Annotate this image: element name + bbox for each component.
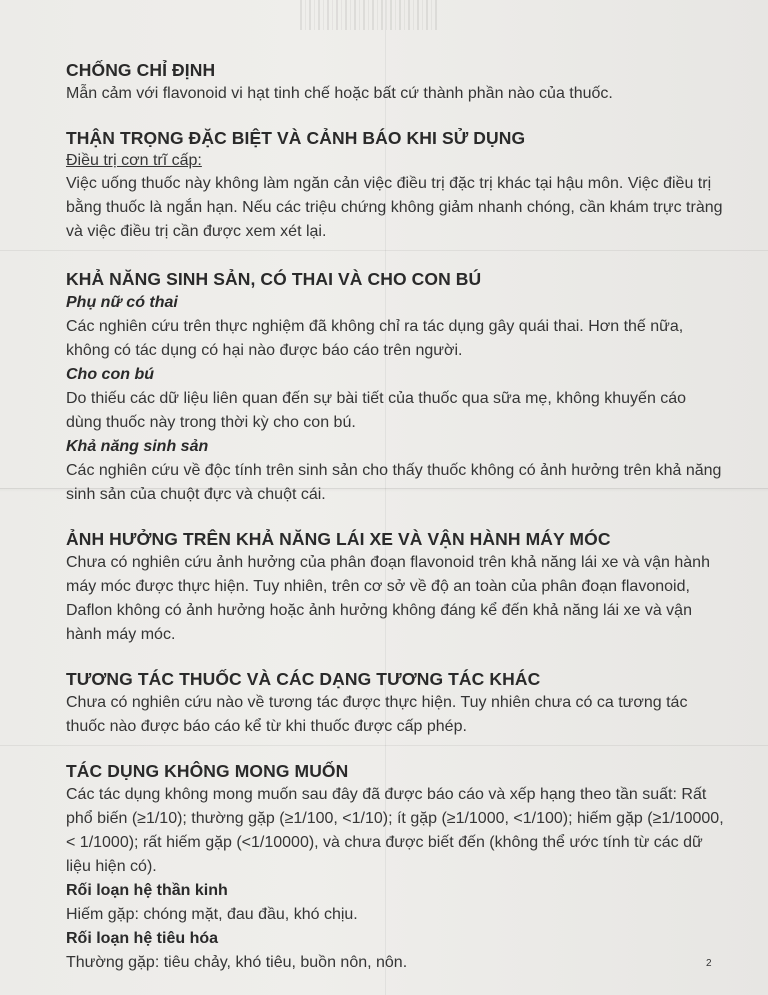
section-text: Thường gặp: tiêu chảy, khó tiêu, buồn nôn, nôn. — [66, 954, 408, 971]
leaflet-content — [66, 58, 726, 975]
page-number: 2 — [706, 958, 712, 969]
subheading-nervous-system: Rối loạn hệ thần kinh — [66, 882, 228, 899]
section-heading: THẬN TRỌNG ĐẶC BIỆT VÀ CẢNH BÁO KHI SỬ DỤNG — [66, 128, 526, 148]
section-text: Chưa có nghiên cứu ảnh hưởng của phân đoạn flavonoid trên khả năng lái xe và vận hành máy móc được thực hiện. Tuy nhiên, trên cơ sở về độ an toàn của phân đoạn flavonoid, Daflon không có ảnh hưởng hoặc ảnh hưởng không đáng kể đến khả năng lái xe và vận hành máy móc. — [66, 554, 710, 643]
section-text: Các tác dụng không mong muốn sau đây đã được báo cáo và xếp hạng theo tần suất: Rất phổ biến (≥1/10); thường gặp (≥1/100, <1/10); ít gặp (≥1/1000, <1/100); hiếm gặp (≥1/10000, < 1/1000); rất hiếm gặp (<1/10000), và chưa được biết đến (không thể ước tính từ các dữ liệu hiện có). — [66, 786, 724, 875]
section-precautions — [66, 126, 726, 244]
section-text: Hiếm gặp: chóng mặt, đau đầu, khó chịu. — [66, 906, 358, 923]
barcode-graphic — [300, 0, 440, 30]
section-heading: CHỐNG CHỈ ĐỊNH — [66, 60, 216, 80]
section-text: Việc uống thuốc này không làm ngăn cản việc điều trị đặc trị khác tại hậu môn. Việc điều trị bằng thuốc là ngắn hạn. Nếu các triệu chứng không giảm nhanh chóng, cần khám trực tràng và việc điều trị cần được xem xét lại. — [66, 175, 723, 240]
section-text: Do thiếu các dữ liệu liên quan đến sự bài tiết của thuốc qua sữa mẹ, không khuyến cáo dùng thuốc này trong thời kỳ cho con bú. — [66, 390, 687, 431]
section-heading: TƯƠNG TÁC THUỐC VÀ CÁC DẠNG TƯƠNG TÁC KHÁC — [66, 669, 541, 689]
subheading-pregnant: Phụ nữ có thai — [66, 294, 178, 311]
section-text: Các nghiên cứu trên thực nghiệm đã không chỉ ra tác dụng gây quái thai. Hơn thế nữa, không có tác dụng có hại nào được báo cáo trên người. — [66, 318, 684, 359]
section-fertility-pregnancy — [66, 267, 726, 507]
section-side-effects — [66, 759, 726, 975]
subheading-fertility: Khả năng sinh sản — [66, 438, 209, 455]
section-heading: ẢNH HƯỞNG TRÊN KHẢ NĂNG LÁI XE VÀ VẬN HÀNH MÁY MÓC — [66, 529, 611, 549]
section-heading: KHẢ NĂNG SINH SẢN, CÓ THAI VÀ CHO CON BÚ — [66, 269, 482, 289]
subheading-breastfeeding: Cho con bú — [66, 366, 154, 383]
subheading-digestive-system: Rối loạn hệ tiêu hóa — [66, 930, 219, 947]
subheading-acute-hemorrhoids: Điều trị cơn trĩ cấp: — [66, 152, 202, 169]
section-heading: TÁC DỤNG KHÔNG MONG MUỐN — [66, 761, 349, 781]
section-contraindications — [66, 58, 726, 106]
section-interactions — [66, 667, 726, 739]
section-driving — [66, 527, 726, 647]
section-text: Mẫn cảm với flavonoid vi hạt tinh chế hoặc bất cứ thành phần nào của thuốc. — [66, 85, 613, 102]
section-text: Chưa có nghiên cứu nào về tương tác được thực hiện. Tuy nhiên chưa có ca tương tác thuốc nào được báo cáo kể từ khi thuốc được cấp phép. — [66, 694, 688, 735]
section-text: Các nghiên cứu về độc tính trên sinh sản cho thấy thuốc không có ảnh hưởng trên khả năng sinh sản của chuột đực và chuột cái. — [66, 462, 722, 503]
